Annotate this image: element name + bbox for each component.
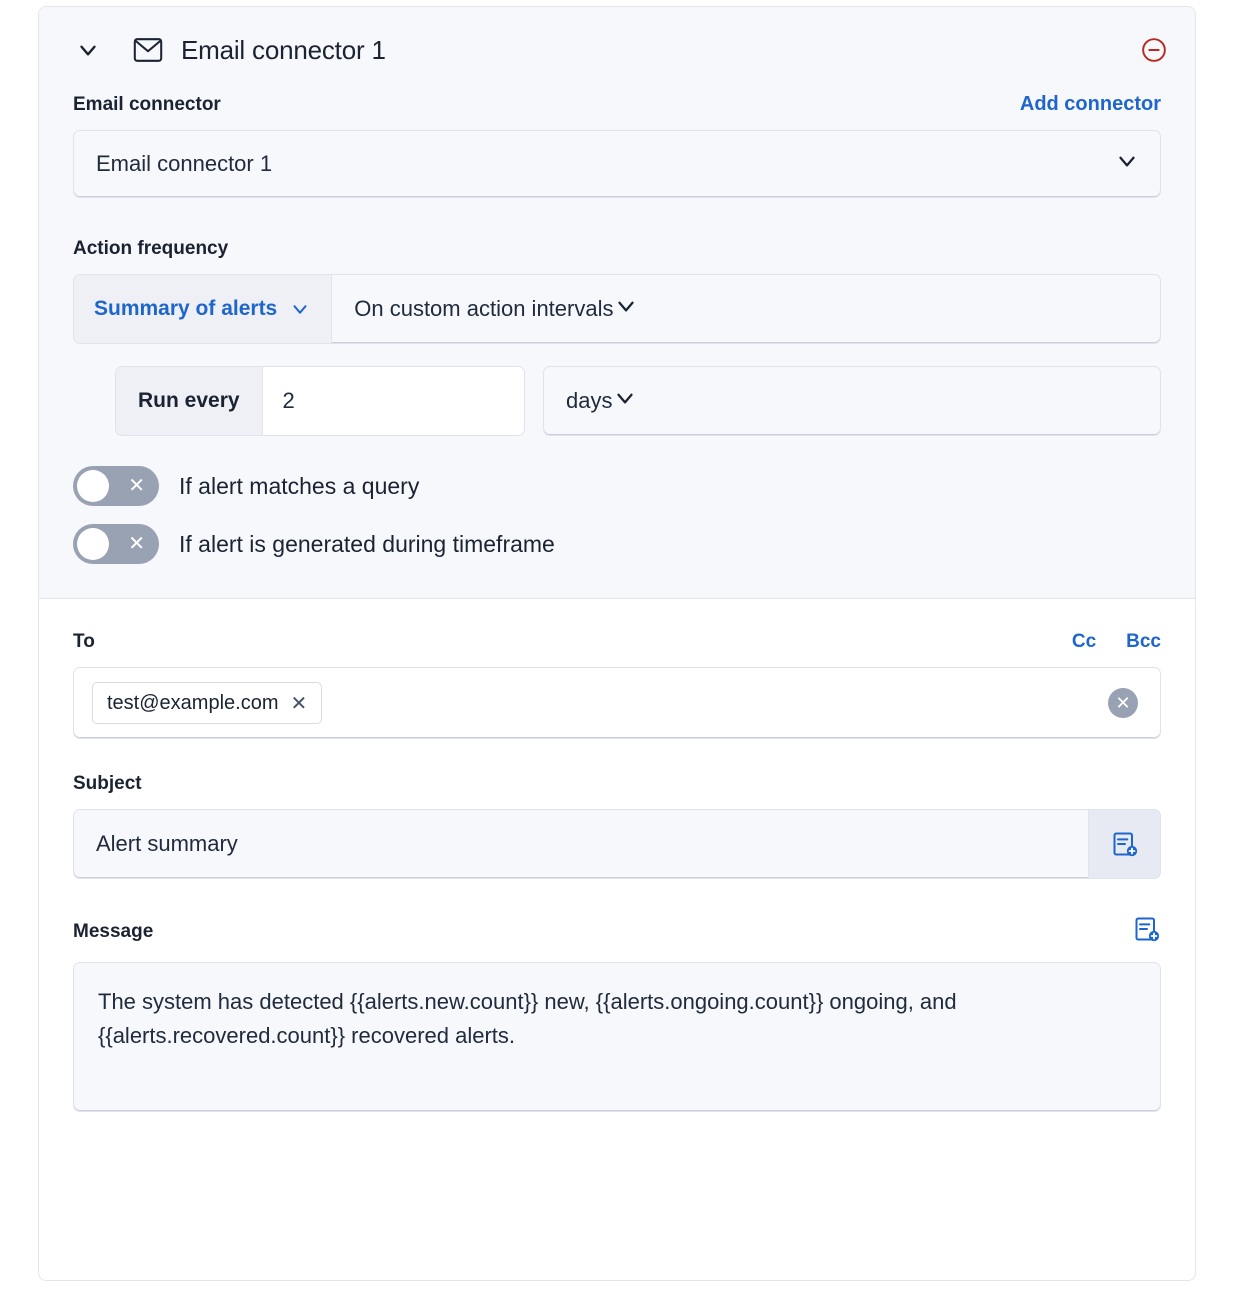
recipient-chip[interactable] (92, 682, 322, 724)
action-interval-value: On custom action intervals (354, 296, 614, 321)
run-every-group (115, 366, 525, 436)
connector-settings-section (39, 93, 1195, 599)
cc-bcc-links (1072, 631, 1161, 653)
chevron-down-icon (612, 385, 638, 417)
page-title: Email connector 1 (181, 34, 386, 65)
run-every-unit-select[interactable] (543, 366, 1161, 436)
connector-label-row (73, 93, 1161, 116)
panel-header (39, 7, 1195, 93)
chevron-down-icon (613, 293, 639, 325)
message-label-row (73, 915, 1161, 948)
to-label-row (73, 631, 1161, 653)
subject-label: Subject (73, 773, 142, 794)
alert-query-toggle-label: If alert matches a query (179, 472, 420, 499)
cc-link[interactable]: Cc (1071, 631, 1097, 652)
mail-icon (133, 38, 163, 62)
toggle-row-query (73, 466, 1161, 506)
alert-timeframe-toggle-label: If alert is generated during timeframe (179, 530, 555, 557)
close-icon: ✕ (128, 475, 145, 497)
run-every-label: Run every (116, 367, 263, 435)
email-connector-label: Email connector (73, 94, 221, 115)
chevron-down-icon (1114, 148, 1140, 180)
close-icon: ✕ (128, 533, 145, 555)
toggle-knob (77, 528, 109, 560)
run-every-input[interactable]: 2 (263, 367, 524, 435)
run-every-row (73, 366, 1161, 436)
add-variable-icon[interactable] (1088, 810, 1160, 878)
summary-of-alerts-dropdown[interactable] (74, 275, 332, 343)
minus-circle-icon[interactable] (1141, 37, 1167, 63)
add-connector-link[interactable]: Add connector (1019, 93, 1161, 115)
action-frequency-label: Action frequency (73, 238, 229, 259)
summary-of-alerts-label: Summary of alerts (94, 297, 278, 320)
chevron-down-icon (289, 298, 311, 320)
clear-icon[interactable]: ✕ (1108, 688, 1138, 718)
action-interval-select[interactable] (332, 275, 1160, 343)
action-frequency-row (73, 274, 1161, 344)
email-action-panel (38, 6, 1196, 1281)
message-label: Message (73, 920, 154, 942)
alert-timeframe-toggle[interactable] (73, 524, 159, 564)
to-input[interactable] (73, 667, 1161, 739)
close-icon[interactable]: ✕ (290, 692, 308, 715)
message-textarea[interactable]: The system has detected {{alerts.new.count}} new, {{alerts.ongoing.count}} ongoing, and {{alerts.recovered.count}} recovered alerts. (73, 962, 1161, 1112)
email-content-section (39, 599, 1195, 1112)
bcc-link[interactable]: Bcc (1126, 631, 1161, 652)
toggle-knob (77, 470, 109, 502)
alert-query-toggle[interactable] (73, 466, 159, 506)
to-label: To (73, 631, 95, 652)
subject-field-wrap (73, 809, 1161, 879)
toggle-row-timeframe (73, 524, 1161, 564)
add-variable-icon[interactable] (1133, 915, 1161, 948)
subject-input[interactable]: Alert summary (96, 831, 238, 856)
connector-select-value: Email connector 1 (96, 151, 273, 176)
chevron-down-icon[interactable] (73, 35, 103, 65)
run-every-unit-value: days (566, 388, 613, 413)
recipient-chip-label: test@example.com (107, 691, 279, 714)
connector-select[interactable] (73, 130, 1161, 198)
